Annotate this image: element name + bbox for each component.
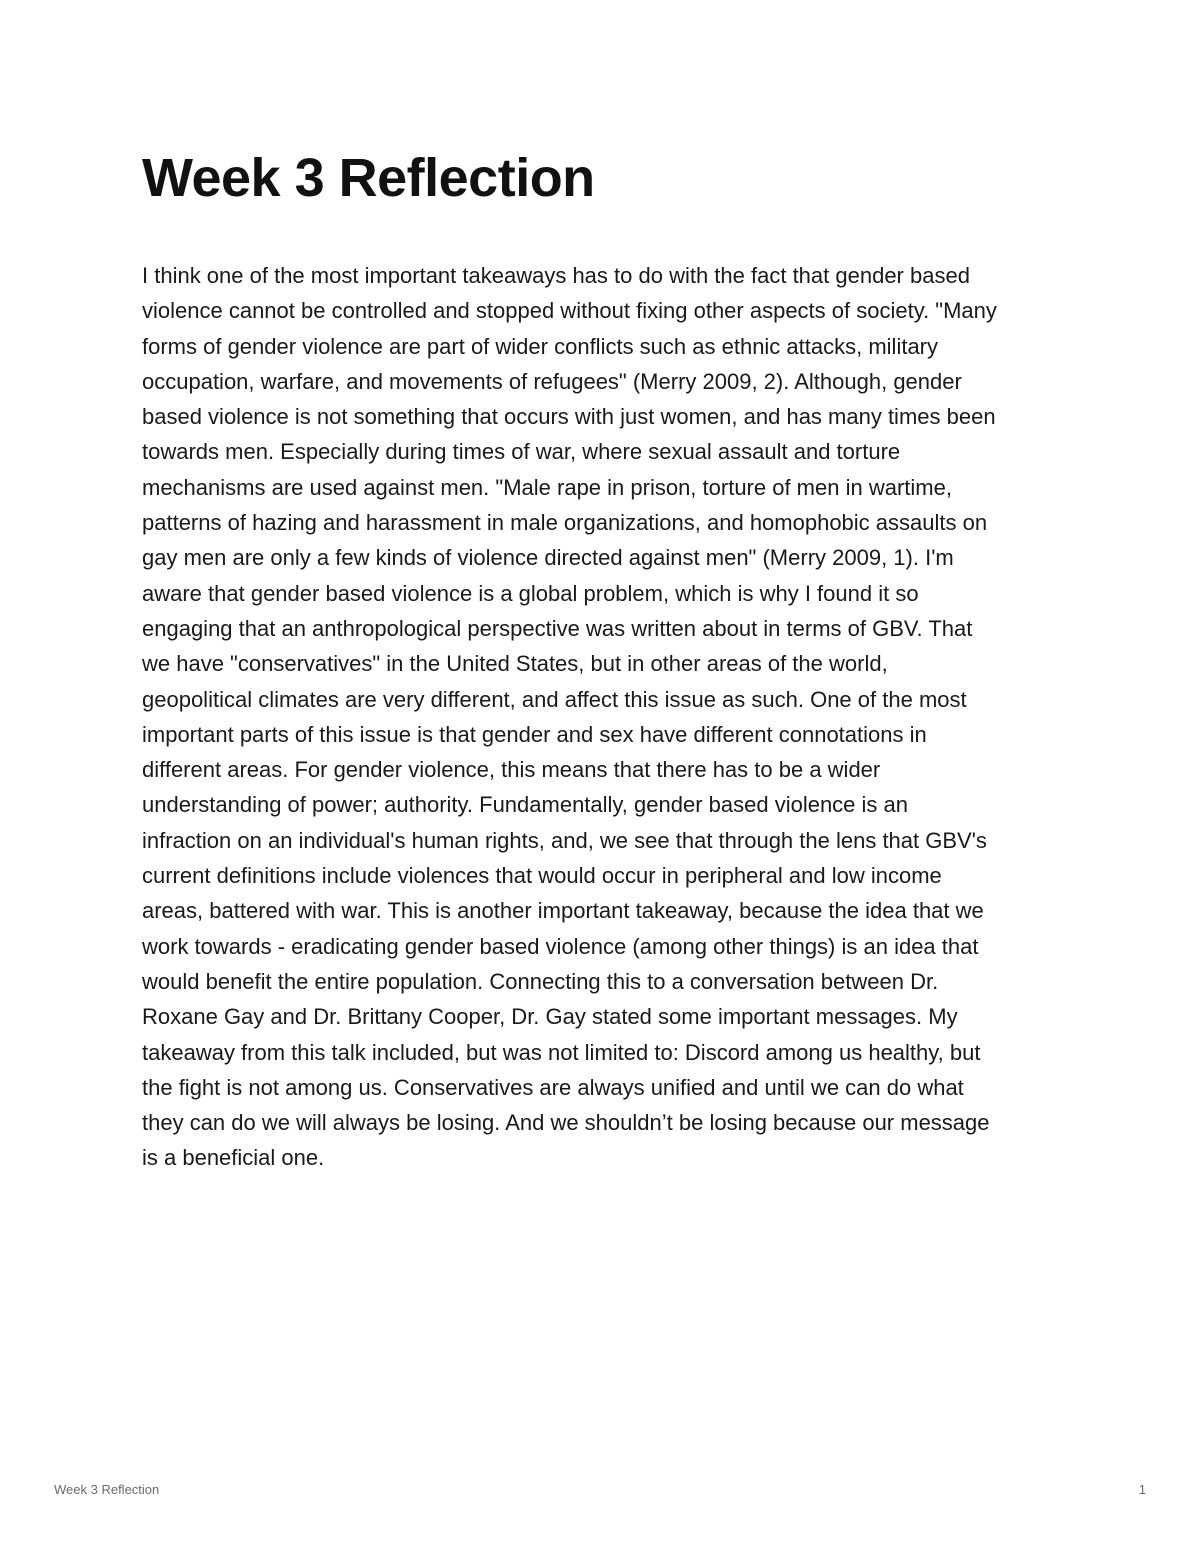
body-line: Roxane Gay and Dr. Brittany Cooper, Dr. Gay stated some important messages. My — [142, 1004, 958, 1030]
body-line: I think one of the most important takeaways has to do with the fact that gender based — [142, 263, 970, 288]
body-line: takeaway from this talk included, but was not limited to: Discord among us healthy, but — [142, 1039, 981, 1065]
body-line: engaging that an anthropological perspective was written about in terms of GBV. That — [142, 615, 973, 641]
body-line: based violence is not something that occurs with just women, and has many times been — [142, 404, 996, 430]
body-line: work towards - eradicating gender based violence (among other things) is an idea that — [142, 933, 979, 959]
body-line: occupation, warfare, and movements of refugees" (Merry 2009, 2). Although, gender — [142, 368, 962, 394]
body-line: they can do we will always be losing. And we shouldn’t be losing because our message — [142, 1110, 990, 1136]
body-line: infraction on an individual's human rights, and, we see that through the lens that GBV's — [142, 827, 987, 853]
body-line: areas, battered with war. This is another important takeaway, because the idea that we — [142, 898, 984, 924]
page-number: 1 — [1138, 1482, 1146, 1497]
body-line: different areas. For gender violence, this means that there has to be a wider — [142, 757, 881, 783]
body-line: important parts of this issue is that gender and sex have different connotations in — [142, 721, 927, 747]
document-title: Week 3 Reflection — [142, 148, 595, 208]
body-line: would benefit the entire population. Connecting this to a conversation between Dr. — [142, 968, 939, 994]
body-line: towards men. Especially during times of war, where sexual assault and torture — [142, 439, 901, 465]
body-line: gay men are only a few kinds of violence directed against men" (Merry 2009, 1). I'm — [142, 545, 954, 571]
body-line: we have "conservatives" in the United States, but in other areas of the world, — [142, 651, 888, 677]
body-line: current definitions include violences that would occur in peripheral and low income — [142, 863, 942, 889]
body-line: aware that gender based violence is a global problem, which is why I found it so — [142, 580, 919, 606]
footer-title: Week 3 Reflection — [54, 1482, 160, 1497]
document-body — [142, 258, 1082, 1176]
body-line: is a beneficial one. — [142, 1145, 325, 1171]
body-line: mechanisms are used against men. "Male rape in prison, torture of men in wartime, — [142, 474, 952, 500]
body-line: patterns of hazing and harassment in male organizations, and homophobic assaults on — [142, 510, 988, 536]
body-line: violence cannot be controlled and stopped without fixing other aspects of society. "Many — [142, 298, 997, 324]
body-line: understanding of power; authority. Fundamentally, gender based violence is an — [142, 792, 908, 818]
body-line: geopolitical climates are very different, and affect this issue as such. One of the most — [142, 686, 967, 712]
body-line: forms of gender violence are part of wider conflicts such as ethnic attacks, military — [142, 333, 939, 359]
body-line: the fight is not among us. Conservatives are always unified and until we can do what — [142, 1074, 964, 1100]
